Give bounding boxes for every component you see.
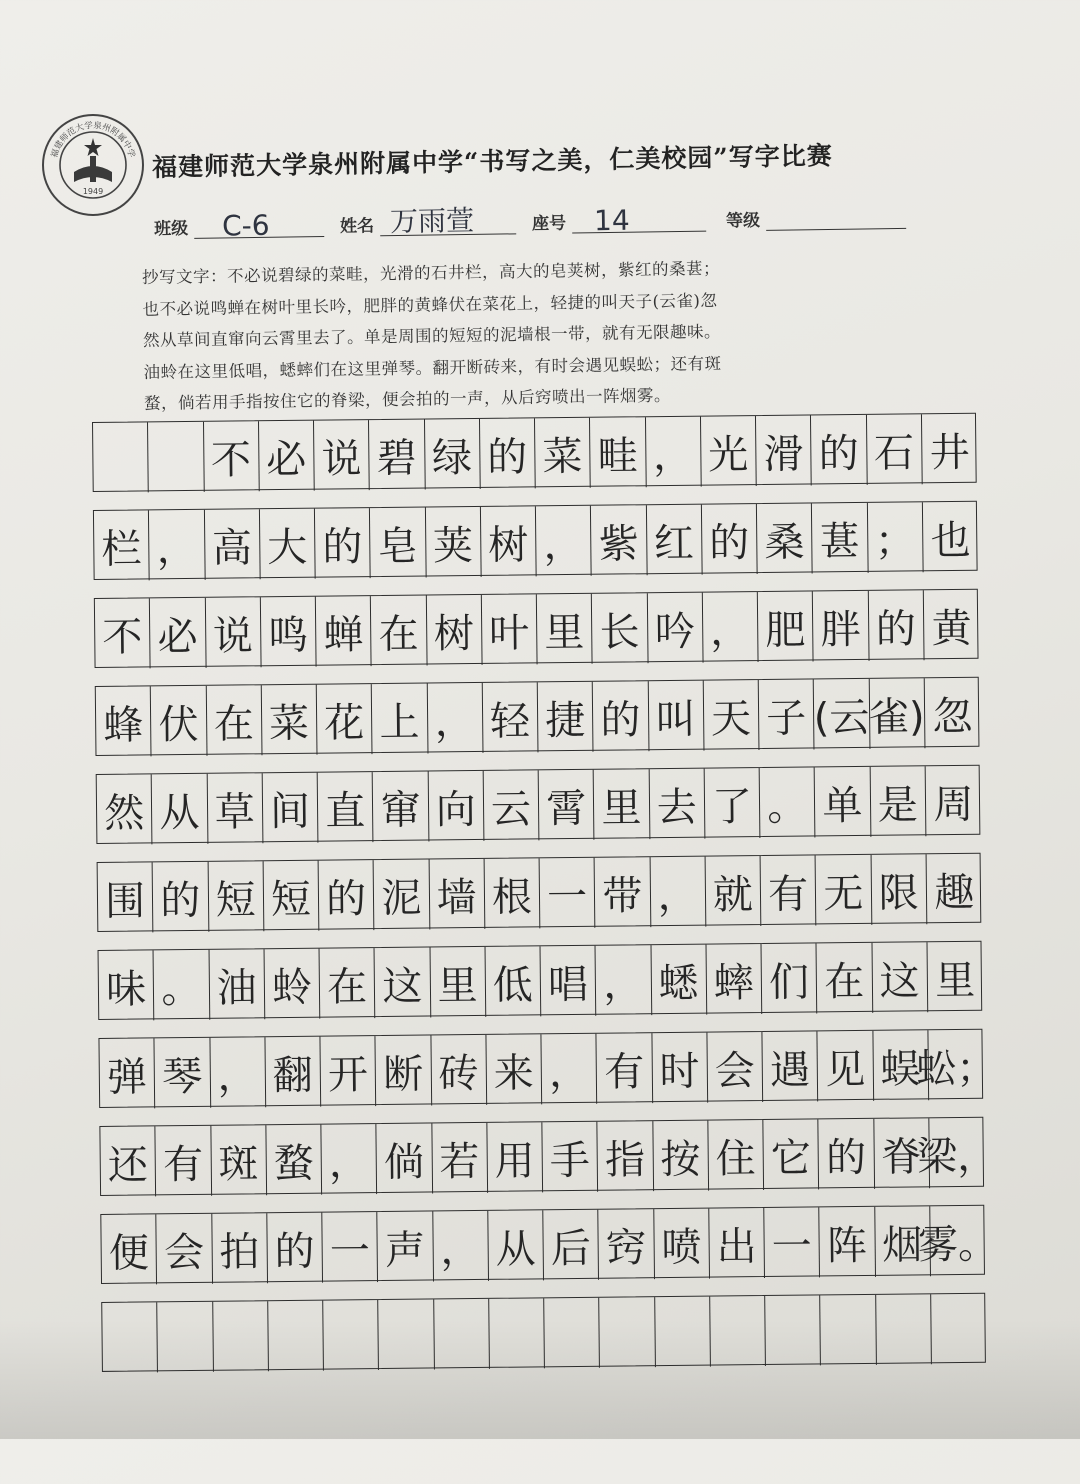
writing-grid	[92, 413, 999, 1484]
grid-row	[93, 501, 978, 598]
school-seal-logo	[40, 112, 146, 218]
grid-cell: 草	[207, 773, 263, 844]
grid-cell: 限	[871, 854, 927, 925]
grid-cell: 这	[375, 947, 431, 1018]
grid-cell	[820, 1295, 876, 1366]
grid-cell: 便	[101, 1214, 157, 1285]
grid-cell: 叶	[482, 594, 538, 665]
grid-row	[97, 853, 982, 950]
grid-cell: 的	[702, 504, 758, 575]
grid-cell: 。	[760, 767, 816, 838]
grid-cell: ；	[867, 502, 923, 573]
grid-cell: 胖	[813, 591, 869, 662]
grid-cell: 。	[154, 950, 210, 1021]
grid-cell: 蟋	[651, 945, 707, 1016]
grid-row	[98, 1029, 997, 1126]
grid-cell: 带	[595, 857, 651, 928]
grid-cell: 这	[872, 942, 928, 1013]
grid-cell: 直	[318, 772, 374, 843]
grid-cell: 无	[816, 855, 872, 926]
seat-line	[572, 201, 706, 234]
grid-row-box	[99, 1117, 998, 1196]
grid-cell: 烟	[875, 1206, 931, 1277]
grid-cell: 喷	[654, 1209, 710, 1280]
grid-row	[101, 1293, 986, 1390]
grid-cell: 捷	[538, 682, 594, 753]
grid-cell: 在	[206, 685, 262, 756]
copy-text-prompt	[142, 250, 914, 420]
grid-cell: 黄	[931, 605, 972, 652]
grid-cell: 蝥	[266, 1125, 322, 1196]
grid-cell: ，	[650, 857, 706, 928]
grid-cell: 桑	[757, 503, 813, 574]
grid-cell: 霄	[539, 770, 595, 841]
grid-cell: 窍	[599, 1209, 655, 1280]
grid-cell: 的	[811, 415, 867, 486]
grid-cell: 肥	[758, 591, 814, 662]
grid-cell: 红	[646, 505, 702, 576]
grid-cell: 的	[319, 860, 375, 931]
grid-cell: 荚	[425, 507, 481, 578]
grid-cell: 它	[763, 1119, 819, 1190]
grid-cell: 滑	[756, 415, 812, 486]
grid-row-box	[93, 501, 978, 580]
grid-cell: 栏	[94, 510, 150, 581]
grid-cell: 是	[870, 766, 926, 837]
grid-cell: 鸣	[261, 597, 317, 668]
grid-cell: 的	[819, 1119, 875, 1190]
grid-cell: 一	[764, 1207, 820, 1278]
grid-cell	[268, 1301, 324, 1372]
grid-cell: 唱	[541, 946, 597, 1017]
grid-cell	[710, 1296, 766, 1367]
grid-cell: 大	[260, 509, 316, 580]
grid-row-box	[101, 1293, 986, 1372]
grid-row	[100, 1205, 999, 1302]
grid-row-box	[94, 589, 979, 668]
grid-cell: 有	[156, 1126, 212, 1197]
grid-cell	[765, 1295, 821, 1366]
grid-cell: 然	[97, 774, 153, 845]
grid-cell	[544, 1298, 600, 1369]
grid-row	[92, 413, 977, 510]
class-label: 班级	[153, 218, 189, 240]
grid-cell: 说	[314, 420, 370, 491]
grid-cell: 用	[487, 1122, 543, 1193]
grid-cell: 墙	[429, 859, 485, 930]
grid-cell: ，	[321, 1124, 377, 1195]
grid-cell: 时	[652, 1033, 708, 1104]
grid-cell: 短	[263, 861, 319, 932]
grid-cell: 蜈	[873, 1030, 929, 1101]
grid-cell: 遇	[762, 1031, 818, 1102]
grid-cell: 必	[259, 421, 315, 492]
grid-cell: 叫	[648, 681, 704, 752]
grid-cell: (云	[814, 679, 870, 750]
grid-row	[95, 677, 980, 774]
grid-cell: 蟀	[706, 944, 762, 1015]
grid-cell: ，	[541, 1034, 597, 1105]
grid-cell	[489, 1298, 545, 1369]
grid-cell: ，	[645, 417, 701, 488]
grid-cell: 必	[150, 598, 206, 669]
grid-cell: 脊	[874, 1118, 930, 1189]
grid-row	[99, 1117, 998, 1214]
grid-cell: 见	[818, 1031, 874, 1102]
grid-cell: 忽	[932, 693, 973, 740]
grid-cell: 不	[95, 598, 151, 669]
grid-cell: 味	[99, 950, 155, 1021]
grid-row-box	[98, 1029, 997, 1108]
grid-cell: 伏	[151, 686, 207, 757]
grid-cell: 后	[543, 1210, 599, 1281]
grid-cell: 从	[152, 774, 208, 845]
grid-cell: 弹	[99, 1038, 155, 1109]
grid-cell: 趣	[934, 869, 975, 916]
grid-cell: 里	[537, 594, 593, 665]
grid-cell: 们	[762, 943, 818, 1014]
grid-cell: 琴	[155, 1038, 211, 1109]
prompt-line: 抄写文字：不必说碧绿的菜畦，光滑的石井栏，高大的皂荚树，紫红的桑葚；	[141, 258, 721, 288]
grid-cell: 里	[935, 957, 976, 1004]
grid-cell: 蜂	[96, 686, 152, 757]
grid-cell	[378, 1299, 434, 1370]
prompt-line: 也不必说鸣蝉在树叶里长吟，肥胖的黄蜂伏在菜花上，轻捷的叫天子(云雀)忽	[142, 290, 718, 319]
grid-row	[96, 765, 981, 862]
grid-cell: 子	[759, 679, 815, 750]
prompt-line: 油蛉在这里低唱，蟋蟀们在这里弹琴。翻开断砖来，有时会遇见蜈蚣；还有斑	[143, 353, 722, 382]
grid-cell: 蛉	[264, 949, 320, 1020]
grid-cell: 在	[371, 596, 427, 667]
grid-cell: 一	[540, 858, 596, 929]
grid-cell: 菜	[262, 685, 318, 756]
grid-cell	[876, 1294, 932, 1365]
grid-cell: 的	[868, 590, 924, 661]
grid-cell: 石	[866, 414, 922, 485]
grid-cell: 的	[153, 862, 209, 933]
grid-cell: 间	[262, 773, 318, 844]
grid-row-box	[100, 1205, 999, 1284]
name-label: 姓名	[339, 216, 375, 237]
grid-cell: 断	[376, 1035, 432, 1106]
grid-cell: 的	[315, 508, 371, 579]
grid-cell: 树	[481, 506, 537, 577]
grid-cell: ，	[703, 592, 759, 663]
page-title: 福建师范大学泉州附属中学“书写之美，仁美校园”写字比赛	[151, 141, 833, 182]
grid-row	[98, 941, 983, 1038]
grid-cell: 油	[209, 949, 265, 1020]
grid-cell: 花	[317, 684, 373, 755]
student-info-row	[150, 191, 931, 246]
grid-cell: 有	[597, 1033, 653, 1104]
grid-cell: 向	[428, 771, 484, 842]
grid-cell: 皂	[370, 508, 426, 579]
grid-cell: 从	[488, 1210, 544, 1281]
grid-cell: 会	[157, 1214, 213, 1285]
grid-cell: 光	[701, 416, 757, 487]
grid-row-box	[98, 941, 983, 1020]
grid-cell: 紫	[591, 505, 647, 576]
grid-cell: 开	[320, 1036, 376, 1107]
grid-cell: 了	[704, 768, 760, 839]
seat-value: 14	[593, 203, 630, 238]
grid-cell: 声	[378, 1211, 434, 1282]
grade-line	[766, 198, 906, 231]
grid-cell: 围	[98, 862, 154, 933]
grid-cell: 一	[322, 1212, 378, 1283]
grid-cell: 斑	[211, 1125, 267, 1196]
grid-cell	[148, 422, 204, 493]
grid-cell	[931, 1294, 987, 1365]
grid-row-box	[97, 853, 982, 932]
grid-cell: 短	[208, 861, 264, 932]
grid-cell	[599, 1297, 655, 1368]
grid-cell: ，	[536, 506, 592, 577]
grid-cell: 来	[486, 1034, 542, 1105]
grid-cell: 梁，	[916, 1133, 998, 1180]
grid-cell: 的	[593, 681, 649, 752]
grid-cell: 的	[267, 1213, 323, 1284]
grid-cell: 不	[204, 421, 260, 492]
grid-cell: ，	[433, 1211, 489, 1282]
grid-cell: 有	[761, 855, 817, 926]
grid-cell: 井	[929, 429, 970, 476]
grid-cell	[157, 1302, 213, 1373]
grade-label: 等级	[725, 210, 761, 232]
grid-cell: 畦	[590, 417, 646, 488]
grid-cell: 出	[709, 1208, 765, 1279]
grid-cell: 蚣；	[915, 1045, 997, 1092]
grid-cell: 拍	[212, 1213, 268, 1284]
grid-cell: 说	[205, 597, 261, 668]
grid-cell: 会	[707, 1032, 763, 1103]
grid-cell: 长	[592, 593, 648, 664]
grid-cell	[102, 1302, 158, 1373]
grid-cell: 雾。	[917, 1221, 999, 1268]
grid-cell: ，	[596, 945, 652, 1016]
grid-cell: ，	[149, 510, 205, 581]
grid-cell: 阵	[820, 1207, 876, 1278]
grid-cell: 手	[542, 1122, 598, 1193]
seal-ring-text: 福建师范大学泉州附属中学	[49, 120, 137, 159]
grid-cell: 低	[485, 946, 541, 1017]
grid-cell: 翻	[265, 1037, 321, 1108]
prompt-line: 然从草间直窜向云霄里去了。单是周围的短短的泥墙根一带，就有无限趣味。	[142, 321, 722, 351]
grid-row-box	[92, 413, 977, 492]
class-value: C-6	[221, 208, 270, 243]
grid-cell: 也	[930, 517, 971, 564]
seal-year: 1949	[82, 187, 104, 196]
grid-cell: 单	[815, 767, 871, 838]
grid-cell: 吟	[647, 593, 703, 664]
grid-cell: 倘	[377, 1123, 433, 1194]
grid-cell: 周	[933, 781, 974, 828]
grid-cell: 砖	[431, 1035, 487, 1106]
grid-row	[94, 589, 979, 686]
grid-cell: 里	[430, 947, 486, 1018]
grid-cell: 碧	[369, 420, 425, 491]
grid-cell: ，	[210, 1037, 266, 1108]
grid-cell: 云	[483, 770, 539, 841]
grid-cell	[93, 422, 149, 493]
grid-cell: 还	[100, 1126, 156, 1197]
grid-cell	[323, 1300, 379, 1371]
grid-cell: 泥	[374, 859, 430, 930]
grid-cell: 蝉	[316, 596, 372, 667]
grid-cell: 绿	[424, 419, 480, 490]
grid-cell: 在	[320, 948, 376, 1019]
grid-cell: 雀)	[869, 678, 925, 749]
grid-cell: 根	[484, 858, 540, 929]
grid-cell: 高	[204, 509, 260, 580]
grid-cell: 按	[653, 1121, 709, 1192]
grid-cell: 在	[817, 943, 873, 1014]
grid-cell: 指	[598, 1121, 654, 1192]
grid-row-box	[95, 677, 980, 756]
grid-cell	[655, 1297, 711, 1368]
prompt-line: 蝥，倘若用手指按住它的脊梁，便会拍的一声，从后窍喷出一阵烟雾。	[143, 385, 672, 414]
grid-cell: 的	[480, 418, 536, 489]
grid-cell: 天	[703, 680, 759, 751]
grid-cell: 树	[426, 595, 482, 666]
grid-cell: 轻	[483, 682, 539, 753]
grid-row-box	[96, 765, 981, 844]
grid-cell: 窜	[373, 771, 429, 842]
grid-cell: 里	[594, 769, 650, 840]
grid-cell: 菜	[535, 418, 591, 489]
grid-cell	[434, 1299, 490, 1370]
grid-cell: 上	[372, 684, 428, 755]
grid-cell: 住	[708, 1120, 764, 1191]
grid-cell	[213, 1301, 269, 1372]
name-value: 万雨萱	[389, 203, 475, 239]
grid-cell: ，	[427, 683, 483, 754]
seat-label: 座号	[531, 213, 567, 235]
grid-cell: 若	[432, 1123, 488, 1194]
grid-cell: 去	[649, 769, 705, 840]
grid-cell: 葚	[812, 503, 868, 574]
grid-cell: 就	[705, 856, 761, 927]
